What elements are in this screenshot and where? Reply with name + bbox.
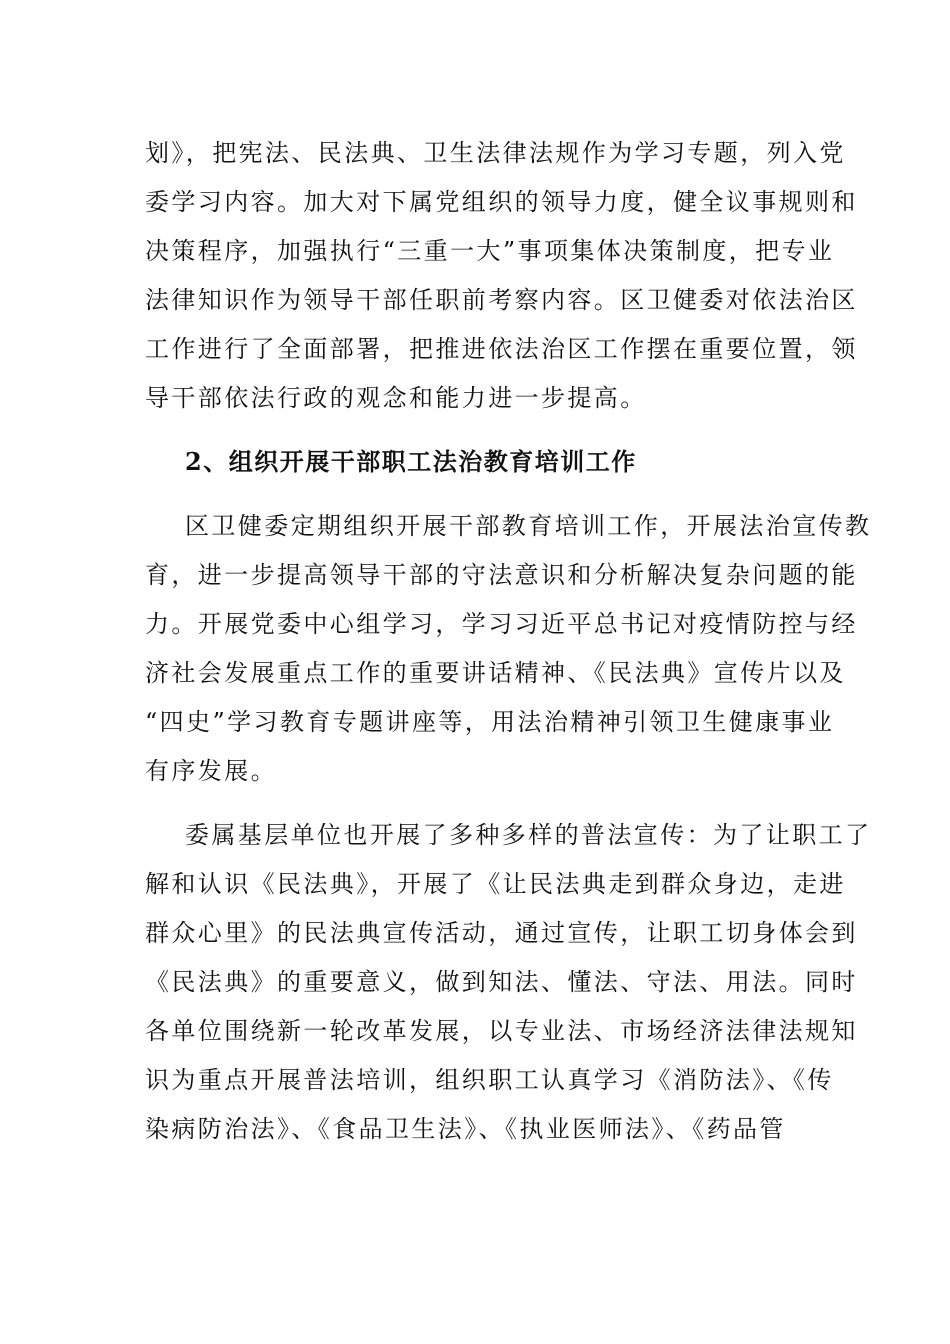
paragraph-line: 导干部依法行政的观念和能力进一步提高。 (145, 384, 647, 412)
paragraph-line: 委学习内容。加大对下属党组织的领导力度，健全议事规则和 (145, 188, 858, 216)
paragraph-line: 决策程序，加强执行“三重一大”事项集体决策制度，把专业 (145, 237, 835, 265)
paragraph-line: “四史”学习教育专题讲座等，用法治精神引领卫生健康事业 (145, 708, 835, 736)
paragraph-line: 区卫健委定期组织开展干部教育培训工作，开展法治宣传教 (185, 512, 872, 540)
paragraph-line: 力。开展党委中心组学习，学习习近平总书记对疫情防控与经 (145, 610, 858, 638)
paragraph-line: 解和认识《民法典》，开展了《让民法典走到群众身边，走进 (145, 870, 846, 898)
paragraph-line: 划》，把宪法、民法典、卫生法律法规作为学习专题，列入党 (145, 139, 846, 167)
paragraph-line: 法律知识作为领导干部任职前考察内容。区卫健委对依法治区 (145, 286, 858, 314)
section-heading: 2、组织开展干部职工法治教育培训工作 (185, 447, 637, 476)
paragraph-line: 群众心里》的民法典宣传活动，通过宣传，让职工切身体会到 (145, 919, 858, 947)
paragraph-line: 育，进一步提高领导干部的守法意识和分析解决复杂问题的能 (145, 561, 858, 589)
paragraph-line: 《民法典》的重要意义，做到知法、懂法、守法、用法。同时 (145, 968, 858, 996)
paragraph-line: 有序发展。 (145, 757, 277, 785)
paragraph-line: 委属基层单位也开展了多种多样的普法宣传：为了让职工了 (185, 821, 872, 849)
paragraph-line: 工作进行了全面部署，把推进依法治区工作摆在重要位置，领 (145, 335, 858, 363)
paragraph-line: 染病防治法》、《食品卫生法》、《执业医师法》、《药品管 (145, 1115, 786, 1143)
paragraph-line: 识为重点开展普法培训，组织职工认真学习《消防法》、《传 (145, 1066, 834, 1094)
paragraph-line: 济社会发展重点工作的重要讲话精神、《民法典》宣传片以及 (145, 659, 846, 687)
paragraph-line: 各单位围绕新一轮改革发展，以专业法、市场经济法律法规知 (145, 1017, 858, 1045)
